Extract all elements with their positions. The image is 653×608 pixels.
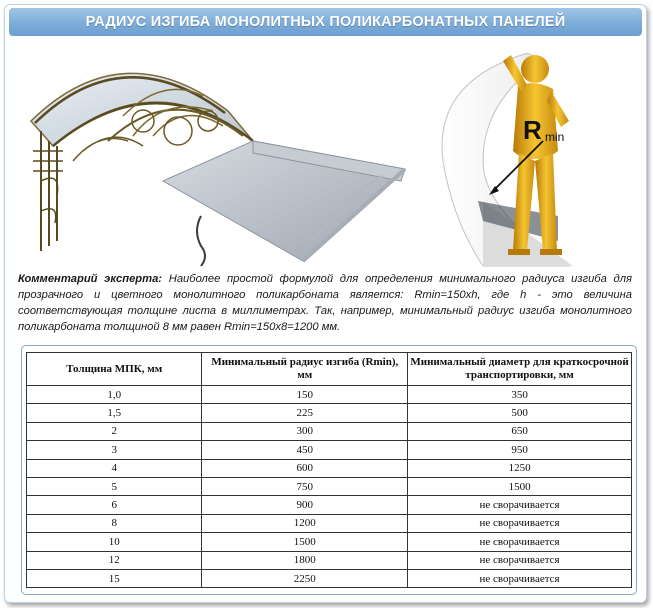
comment-label: Комментарий эксперта: [18, 273, 163, 285]
header-min-radius: Минимальный радиус изгиба (Rmin), мм [202, 353, 408, 386]
table-row [27, 551, 632, 569]
comment-text: Наиболее простой формулой для определения минимального радиуса изгиба для прозрачного и цветного монолитного поликарбоната является: Rmin=150xh, где h - это величина соответствующая толщине листа в миллиметрах. Так, например, минимальный радиус изгиба монолитного поликарбоната толщиной 8 мм равен Rmin=150x8=1200 мм. [18, 273, 632, 333]
table-row [27, 533, 632, 551]
thickness-cell: 2 [27, 422, 202, 440]
radius-cell: 750 [202, 477, 408, 495]
diameter-cell: не сворачивается [408, 514, 632, 532]
radius-cell: 900 [202, 496, 408, 514]
radius-cell: 600 [202, 459, 408, 477]
radius-subscript: min [545, 130, 565, 144]
header-min-diameter: Минимальный диаметр для краткосрочной транспортировки, мм [408, 353, 632, 386]
diameter-cell: не сворачивается [408, 551, 632, 569]
table-row [27, 459, 632, 477]
thickness-cell: 8 [27, 514, 202, 532]
header-thickness: Толщина МПК, мм [27, 353, 202, 386]
table-header-row [27, 353, 632, 386]
table-row [27, 477, 632, 495]
radius-cell: 1500 [202, 533, 408, 551]
info-panel [4, 4, 647, 603]
thickness-cell: 3 [27, 441, 202, 459]
table-row [27, 496, 632, 514]
diameter-cell: не сворачивается [408, 533, 632, 551]
radius-cell: 150 [202, 386, 408, 404]
diameter-cell: 500 [408, 404, 632, 422]
table-row [27, 386, 632, 404]
diameter-cell: не сворачивается [408, 569, 632, 587]
table-row [27, 569, 632, 587]
table-row [27, 404, 632, 422]
radius-cell: 1200 [202, 514, 408, 532]
bend-radius-table-container [21, 345, 637, 595]
thickness-cell: 12 [27, 551, 202, 569]
title-bar [9, 8, 642, 36]
table-row [27, 422, 632, 440]
thickness-cell: 6 [27, 496, 202, 514]
radius-cell: 1800 [202, 551, 408, 569]
bending-sheet-image [442, 53, 573, 266]
thickness-cell: 1,5 [27, 404, 202, 422]
diameter-cell: 1500 [408, 477, 632, 495]
thickness-cell: 4 [27, 459, 202, 477]
diameter-cell: 650 [408, 422, 632, 440]
radius-cell: 225 [202, 404, 408, 422]
radius-label: R [523, 115, 542, 145]
flat-canopy-image [163, 141, 405, 266]
thickness-cell: 1,0 [27, 386, 202, 404]
thickness-cell: 5 [27, 477, 202, 495]
illustration [13, 41, 638, 269]
radius-cell: 300 [202, 422, 408, 440]
diameter-cell: 950 [408, 441, 632, 459]
thickness-cell: 10 [27, 533, 202, 551]
table-row [27, 441, 632, 459]
radius-cell: 2250 [202, 569, 408, 587]
diameter-cell: 1250 [408, 459, 632, 477]
thickness-cell: 15 [27, 569, 202, 587]
expert-comment [18, 271, 632, 335]
radius-cell: 450 [202, 441, 408, 459]
bend-radius-table [26, 352, 632, 588]
diameter-cell: 350 [408, 386, 632, 404]
page-title: РАДИУС ИЗГИБА МОНОЛИТНЫХ ПОЛИКАРБОНАТНЫХ ПАНЕЛЕЙ [85, 14, 566, 30]
diameter-cell: не сворачивается [408, 496, 632, 514]
table-row [27, 514, 632, 532]
